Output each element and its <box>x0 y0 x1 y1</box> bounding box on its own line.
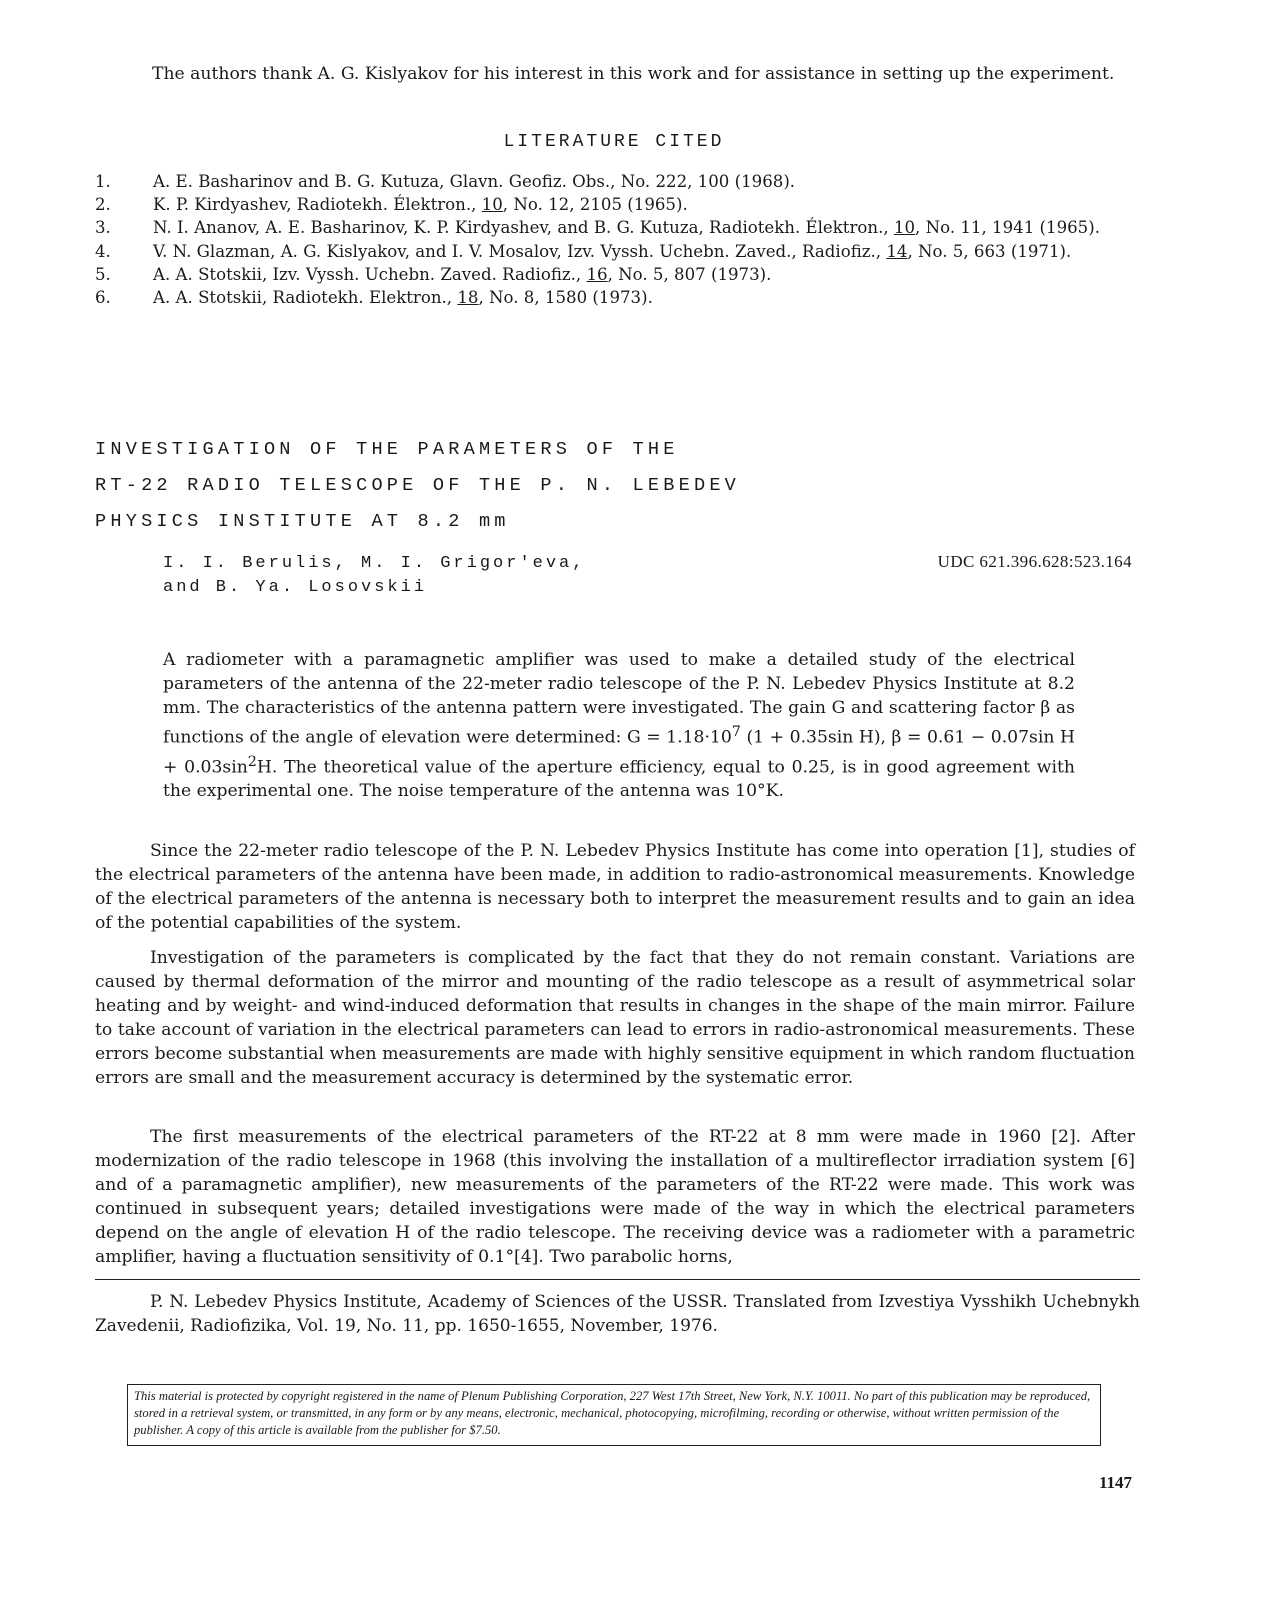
body-paragraph: The first measurements of the electrical parameters of the RT-22 at 8 mm were made in 1960 [2]. After modernization of the radio telescope in 1968 (this involving the installation of a multireflector irradiation system [6] and of a paramagnetic amplifier), new measurements of the parameters of the RT-22 were made. This work was continued in subsequent years; detailed investigations were made of the way in which the electrical parameters depend on the angle of elevation H of the radio telescope. The receiving device was a radiometer with a parametric amplifier, having a fluctuation sensitivity of 0.1°[4]. Two parabolic horns, <box>95 1127 1135 1267</box>
reference-item <box>95 240 1145 263</box>
reference-number: 2. <box>95 195 111 215</box>
udc-code: UDC 621.396.628:523.164 <box>937 552 1132 571</box>
acknowledgment <box>95 62 1135 86</box>
reference-number: 5. <box>95 264 111 284</box>
reference-item <box>95 170 1145 193</box>
exponent: 7 <box>731 724 741 740</box>
affiliation-footnote: P. N. Lebedev Physics Institute, Academy of Sciences of the USSR. Translated from Izvestiya Vysshikh Uchebnykh Zavedenii, Radiofizika, Vol. 19, No. 11, pp. 1650-1655, November, 1976. <box>95 1292 1140 1336</box>
acknowledgment-text: The authors thank A. G. Kislyakov for his interest in this work and for assistance in setting up the experiment. <box>152 64 1115 84</box>
exponent: 2 <box>247 753 257 770</box>
article-title <box>95 432 895 541</box>
reference-item <box>95 286 1145 309</box>
reference-text: V. N. Glazman, A. G. Kislyakov, and I. V. Mosalov, Izv. Vyssh. Uchebn. Zaved., Radiofiz., 14, No. 5, 663 (1971). <box>153 241 1072 261</box>
reference-item <box>95 216 1145 239</box>
reference-text: K. P. Kirdyashev, Radiotekh. Élektron., 10, No. 12, 2105 (1965). <box>153 195 688 215</box>
reference-item <box>95 263 1145 286</box>
authors-line: I. I. Berulis, M. I. Grigor'eva, <box>163 554 586 573</box>
title-line: PHYSICS INSTITUTE AT 8.2 mm <box>95 511 510 533</box>
reference-number: 3. <box>95 218 111 238</box>
body-paragraph: Investigation of the parameters is complicated by the fact that they do not remain constant. Variations are caused by thermal deformation of the mirror and mounting of the radio telescope as a result of asymmetrical solar heating and by weight- and wind-induced deformation that results in changes in the shape of the main mirror. Failure to take account of variation in the electrical parameters can lead to errors in radio-astronomical measurements. These errors become substantial when measurements are made with highly sensitive equipment in which random fluctuation errors are small and the measurement accuracy is determined by the systematic error. <box>95 948 1135 1088</box>
reference-number: 6. <box>95 288 111 308</box>
reference-text: N. I. Ananov, A. E. Basharinov, K. P. Kirdyashev, and B. G. Kutuza, Radiotekh. Élektron., 10, No. 11, 1941 (1965). <box>153 218 1100 238</box>
title-line: INVESTIGATION OF THE PARAMETERS OF THE <box>95 439 679 460</box>
reference-text: A. A. Stotskii, Izv. Vyssh. Uchebn. Zaved. Radiofiz., 16, No. 5, 807 (1973). <box>153 264 772 284</box>
literature-cited-heading: LITERATURE CITED <box>503 132 725 152</box>
reference-text: A. E. Basharinov and B. G. Kutuza, Glavn. Geofiz. Obs., No. 222, 100 (1968). <box>153 172 796 191</box>
reference-item <box>95 193 1145 216</box>
reference-text: A. A. Stotskii, Radiotekh. Elektron., 18, No. 8, 1580 (1973). <box>153 288 653 308</box>
reference-number: 4. <box>95 241 111 261</box>
abstract: A radiometer with a paramagnetic amplifier was used to make a detailed study of the electrical parameters of the antenna of the 22-meter radio telescope of the P. N. Lebedev Physics Institute at 8.2 mm. The characteristics of the antenna pattern were investigated. The gain G and scattering factor β as functions of the angle of elevation were determined: $G = 1.18\cdot 10^7$ (1 + 0.35sin H), β = 0.61 − 0.07sin $H + 0.03\sin^2H$. The theoretical value of the aperture efficiency, equal to 0.25, is in good agreement with the experimental one. The noise temperature of the antenna was 10°K. <box>163 650 1075 802</box>
reference-number: 1. <box>95 172 111 191</box>
authors-line: and B. Ya. Losovskii <box>163 578 428 597</box>
copyright-notice: This material is protected by copyright registered in the name of Plenum Publishing Corporation, 227 West 17th Street, New York, N.Y. 10011. No part of this publication may be reproduced, stored in a retrieval system, or transmitted, in any form or by any means, electronic, mechanical, photocopying, microfilming, recording or otherwise, without written permission of the publisher. A copy of this article is available from the publisher for $7.50. <box>127 1384 1101 1446</box>
author-list <box>163 552 683 600</box>
page-number: 1147 <box>1098 1473 1132 1492</box>
footnote-divider <box>95 1279 1140 1280</box>
body-paragraph: Since the 22-meter radio telescope of the P. N. Lebedev Physics Institute has come into operation [1], studies of the electrical parameters of the antenna have been made, in addition to radio-astronomical measurements. Knowledge of the electrical parameters of the antenna is necessary both to interpret the measurement results and to gain an idea of the potential capabilities of the system. <box>95 841 1135 933</box>
title-line: RT-22 RADIO TELESCOPE OF THE P. N. LEBEDEV <box>95 475 741 497</box>
reference-list <box>95 170 1145 309</box>
